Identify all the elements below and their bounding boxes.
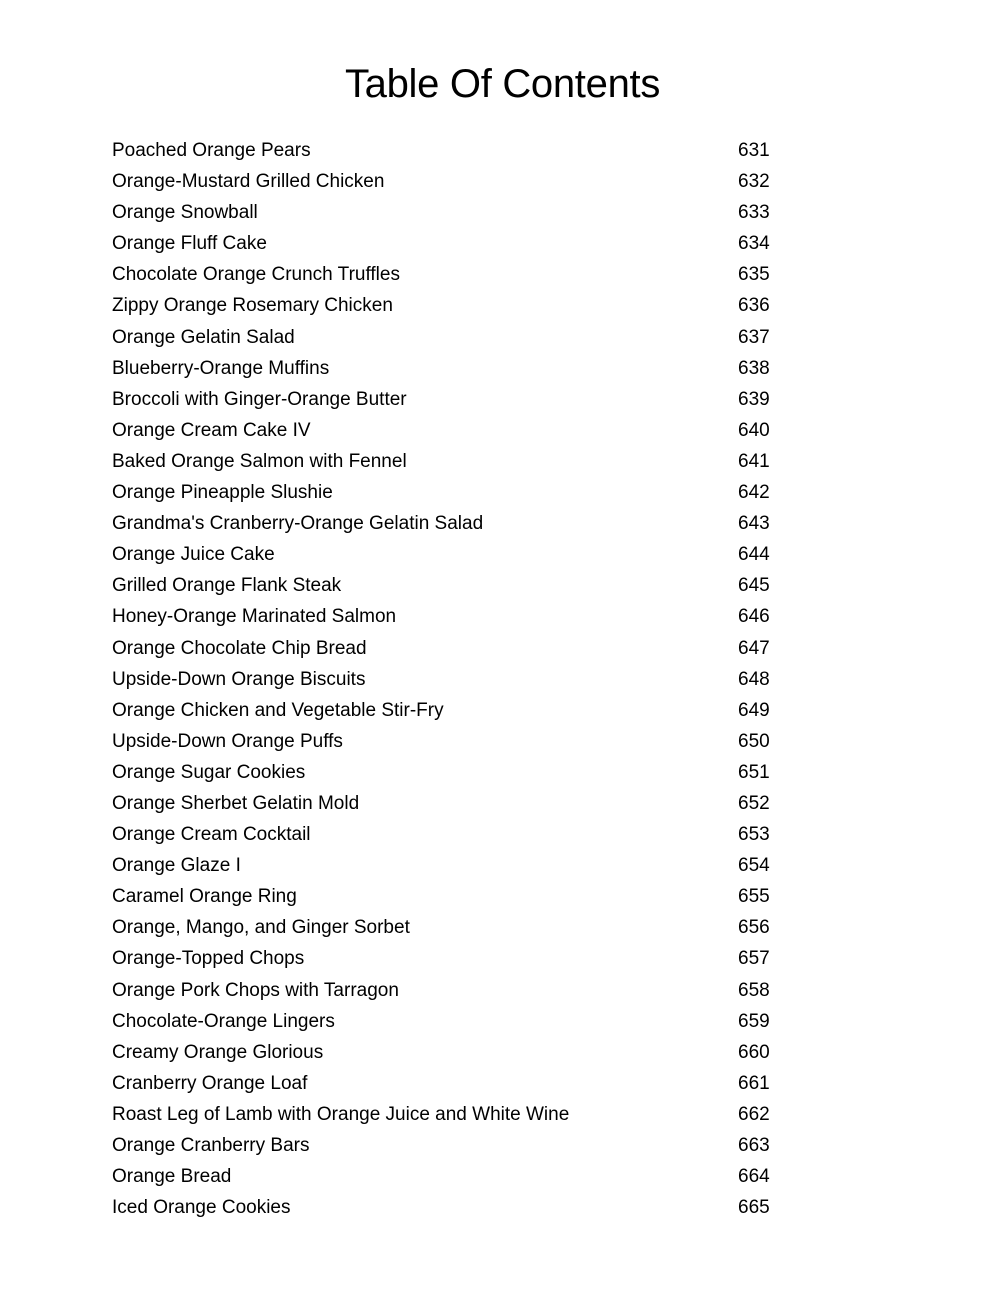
toc-entry xyxy=(112,353,772,384)
toc-entry-title: Broccoli with Ginger-Orange Butter xyxy=(112,388,407,410)
toc-entry-page-number: 648 xyxy=(738,668,770,690)
toc-entry-title: Chocolate-Orange Lingers xyxy=(112,1010,335,1032)
toc-entry-page-number: 633 xyxy=(738,202,770,224)
toc-entry-page-number: 662 xyxy=(738,1103,770,1125)
toc-entry-title: Orange-Mustard Grilled Chicken xyxy=(112,171,385,193)
toc-entry-page-number: 640 xyxy=(738,419,770,441)
toc-entry-page-number: 658 xyxy=(738,979,770,1001)
toc-entry xyxy=(112,1099,772,1130)
toc-entry-page-number: 636 xyxy=(738,295,770,317)
toc-entry-title: Orange Pork Chops with Tarragon xyxy=(112,979,399,1001)
toc-entry-title: Orange Fluff Cake xyxy=(112,233,267,255)
toc-entry-page-number: 657 xyxy=(738,948,770,970)
toc-entry-title: Grilled Orange Flank Steak xyxy=(112,575,342,597)
toc-entry-title: Iced Orange Cookies xyxy=(112,1197,291,1219)
toc-entry xyxy=(112,384,772,415)
toc-entry xyxy=(112,819,772,850)
toc-entry-title: Honey-Orange Marinated Salmon xyxy=(112,606,397,628)
toc-entry xyxy=(112,850,772,881)
toc-entry-page-number: 635 xyxy=(738,264,770,286)
toc-entry xyxy=(112,415,772,446)
toc-entry-title: Orange Bread xyxy=(112,1166,232,1188)
toc-entry xyxy=(112,1006,772,1037)
toc-entry-title: Baked Orange Salmon with Fennel xyxy=(112,450,407,472)
toc-entry-title: Upside-Down Orange Puffs xyxy=(112,730,343,752)
page-title: Table Of Contents xyxy=(344,62,661,106)
toc-entry xyxy=(112,135,772,166)
toc-entry xyxy=(112,259,772,290)
toc-entry-page-number: 654 xyxy=(738,855,770,877)
toc-entry-title: Blueberry-Orange Muffins xyxy=(112,357,330,379)
toc-entry xyxy=(112,166,772,197)
toc-entry xyxy=(112,477,772,508)
toc-entry-title: Orange Chicken and Vegetable Stir-Fry xyxy=(112,699,444,721)
toc-entry xyxy=(112,539,772,570)
toc-entry-title: Orange Gelatin Salad xyxy=(112,326,295,348)
toc-entry-page-number: 649 xyxy=(738,699,770,721)
toc-entry-title: Caramel Orange Ring xyxy=(112,886,297,908)
toc-entry xyxy=(112,975,772,1006)
toc-entry-page-number: 645 xyxy=(738,575,770,597)
toc-entry-title: Grandma's Cranberry-Orange Gelatin Salad xyxy=(112,513,484,535)
toc-entry xyxy=(112,695,772,726)
toc-entry xyxy=(112,1192,772,1223)
toc-entry-title: Orange Sugar Cookies xyxy=(112,761,306,783)
toc-entry-page-number: 643 xyxy=(738,513,770,535)
toc-entry-title: Orange Sherbet Gelatin Mold xyxy=(112,792,360,814)
toc-entry-page-number: 638 xyxy=(738,357,770,379)
toc-entry-page-number: 664 xyxy=(738,1166,770,1188)
toc-entry xyxy=(112,1161,772,1192)
toc-entry-page-number: 659 xyxy=(738,1010,770,1032)
toc-entry xyxy=(112,633,772,664)
toc-entry xyxy=(112,508,772,539)
toc-entry-title: Orange Cream Cocktail xyxy=(112,824,311,846)
toc-entry-title: Chocolate Orange Crunch Truffles xyxy=(112,264,400,286)
toc-entry-title: Orange, Mango, and Ginger Sorbet xyxy=(112,917,410,939)
toc-entry-title: Orange Cream Cake IV xyxy=(112,419,311,441)
toc-entry-title: Orange Chocolate Chip Bread xyxy=(112,637,367,659)
toc-entry-title: Orange Glaze I xyxy=(112,855,241,877)
toc-entry-page-number: 653 xyxy=(738,824,770,846)
toc-entry-page-number: 650 xyxy=(738,730,770,752)
toc-entry-page-number: 663 xyxy=(738,1135,770,1156)
toc-entry-page-number: 665 xyxy=(738,1197,770,1219)
toc-entry xyxy=(112,228,772,259)
toc-entry-title: Orange Cranberry Bars xyxy=(112,1135,310,1156)
toc-entry-title: Orange Pineapple Slushie xyxy=(112,482,333,504)
toc-entry xyxy=(112,788,772,819)
toc-entry-title: Creamy Orange Glorious xyxy=(112,1041,324,1063)
toc-entry-page-number: 632 xyxy=(738,171,770,193)
toc-entry-title: Poached Orange Pears xyxy=(112,140,311,161)
toc-entry xyxy=(112,881,772,912)
toc-entry xyxy=(112,322,772,353)
toc-entry xyxy=(112,1037,772,1068)
toc-entry-page-number: 644 xyxy=(738,544,770,566)
toc-entry xyxy=(112,570,772,601)
toc-entry xyxy=(112,912,772,943)
toc-entry-page-number: 646 xyxy=(738,606,770,628)
toc-entry-page-number: 642 xyxy=(738,482,770,504)
toc-entry xyxy=(112,290,772,321)
toc-entry-page-number: 651 xyxy=(738,761,770,783)
toc-entry xyxy=(112,601,772,632)
table-of-contents-list xyxy=(112,135,772,1223)
toc-entry xyxy=(112,197,772,228)
toc-entry-page-number: 661 xyxy=(738,1072,770,1094)
toc-entry xyxy=(112,726,772,757)
toc-entry-page-number: 641 xyxy=(738,450,770,472)
toc-entry-title: Zippy Orange Rosemary Chicken xyxy=(112,295,393,317)
toc-entry xyxy=(112,1130,772,1161)
toc-entry-page-number: 652 xyxy=(738,792,770,814)
toc-entry xyxy=(112,943,772,974)
toc-entry-page-number: 631 xyxy=(738,140,770,161)
toc-entry-title: Orange Juice Cake xyxy=(112,544,275,566)
toc-entry-page-number: 639 xyxy=(738,388,770,410)
toc-entry-page-number: 634 xyxy=(738,233,770,255)
toc-entry-title: Upside-Down Orange Biscuits xyxy=(112,668,366,690)
toc-entry-page-number: 656 xyxy=(738,917,770,939)
toc-entry-title: Cranberry Orange Loaf xyxy=(112,1072,308,1094)
toc-entry-page-number: 647 xyxy=(738,637,770,659)
toc-entry-title: Orange-Topped Chops xyxy=(112,948,305,970)
toc-entry-page-number: 637 xyxy=(738,326,770,348)
toc-entry xyxy=(112,757,772,788)
toc-entry xyxy=(112,446,772,477)
toc-entry-page-number: 660 xyxy=(738,1041,770,1063)
toc-entry-page-number: 655 xyxy=(738,886,770,908)
toc-entry-title: Roast Leg of Lamb with Orange Juice and White Wine xyxy=(112,1103,570,1125)
toc-entry xyxy=(112,1068,772,1099)
toc-entry-title: Orange Snowball xyxy=(112,202,258,224)
toc-entry xyxy=(112,664,772,695)
